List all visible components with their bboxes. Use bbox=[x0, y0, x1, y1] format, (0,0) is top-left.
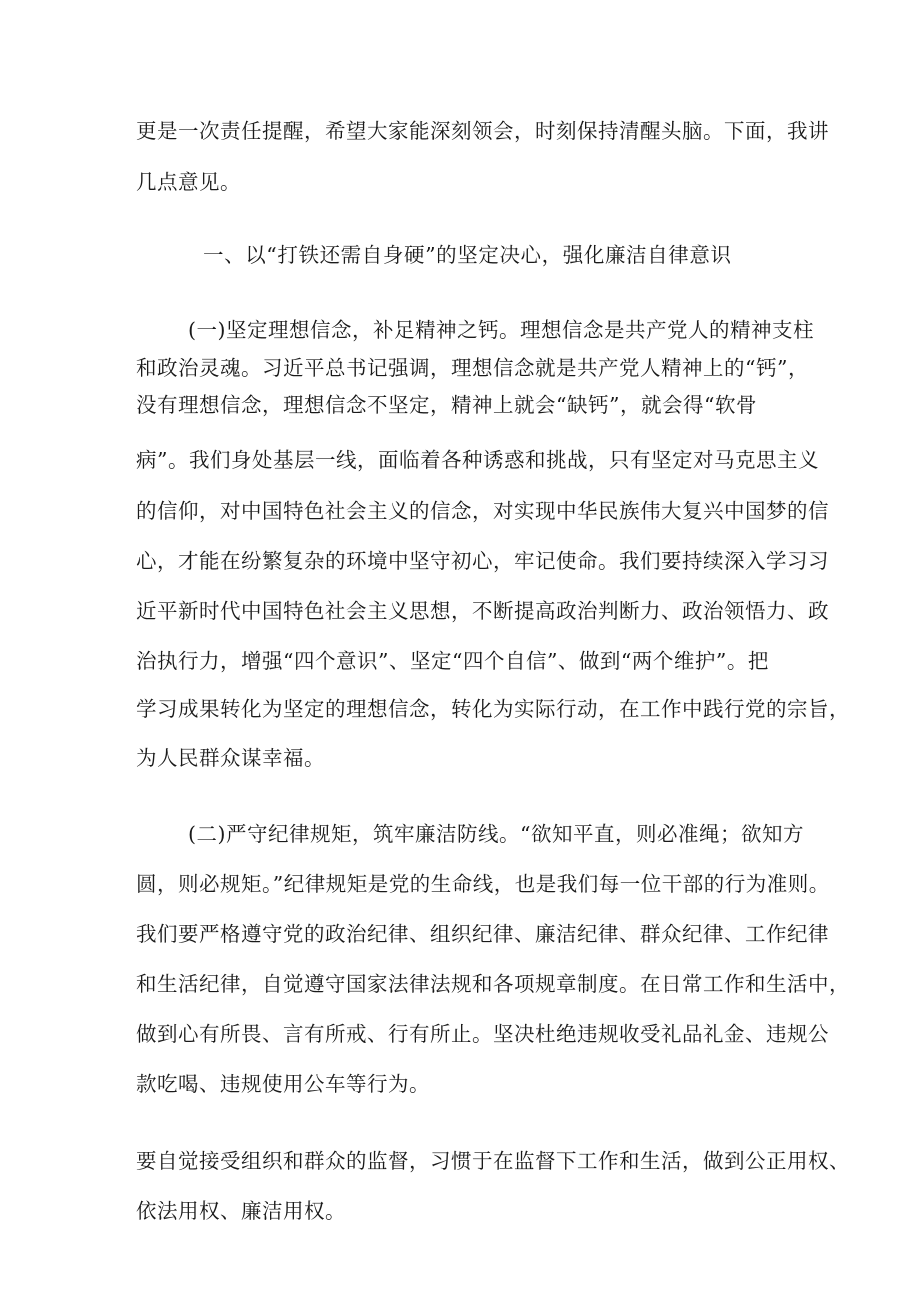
paragraph-line: 治执行力，增强“四个意识”、坚定“四个自信”、做到“两个维护”。把 bbox=[136, 649, 769, 673]
section-heading: 一、以“打铁还需自身硬”的坚定决心，强化廉洁自律意识 bbox=[203, 243, 732, 267]
paragraph-line: 圆，则必规矩。”纪律规矩是党的生命线，也是我们每一位干部的行为准则。 bbox=[136, 872, 830, 896]
paragraph-line: (一)坚定理想信念，补足精神之钙。理想信念是共产党人的精神支柱 bbox=[188, 318, 814, 342]
paragraph-line: 款吃喝、违规使用公车等行为。 bbox=[136, 1072, 430, 1096]
paragraph-line: 的信仰，对中国特色社会主义的信念，对实现中华民族伟大复兴中国梦的信 bbox=[136, 499, 829, 523]
paragraph-line: 没有理想信念，理想信念不坚定，精神上就会“缺钙”，就会得“软骨 bbox=[136, 393, 757, 417]
paragraph-line: 学习成果转化为坚定的理想信念，转化为实际行动，在工作中践行党的宗旨， bbox=[136, 697, 850, 721]
paragraph-line: 和生活纪律，自觉遵守国家法律法规和各项规章制度。在日常工作和生活中， bbox=[136, 972, 850, 996]
paragraph-line: 近平新时代中国特色社会主义思想，不断提高政治判断力、政治领悟力、政 bbox=[136, 599, 829, 623]
paragraph-line: 要自觉接受组织和群众的监督，习惯于在监督下工作和生活，做到公正用权、 bbox=[136, 1149, 850, 1173]
paragraph-line: 依法用权、廉洁用权。 bbox=[136, 1199, 346, 1223]
paragraph-line: 病”。我们身处基层一线，面临着各种诱惑和挑战，只有坚定对马克思主义 bbox=[136, 448, 819, 472]
paragraph-line: 心，才能在纷繁复杂的环境中坚守初心，牢记使命。我们要持续深入学习习 bbox=[136, 549, 829, 573]
intro-line: 几点意见。 bbox=[136, 170, 241, 194]
paragraph-line: 为人民群众谋幸福。 bbox=[136, 746, 325, 770]
paragraph-line: (二)严守纪律规矩，筑牢廉洁防线。“欲知平直，则必准绳；欲知方 bbox=[188, 822, 804, 846]
paragraph-line: 我们要严格遵守党的政治纪律、组织纪律、廉洁纪律、群众纪律、工作纪律 bbox=[136, 922, 829, 946]
paragraph-line: 做到心有所畏、言有所戒、行有所止。坚决杜绝违规收受礼品礼金、违规公 bbox=[136, 1022, 829, 1046]
intro-line: 更是一次责任提醒，希望大家能深刻领会，时刻保持清醒头脑。下面，我讲 bbox=[136, 119, 829, 143]
paragraph-line: 和政治灵魂。习近平总书记强调，理想信念就是共产党人精神上的“钙”， bbox=[136, 356, 809, 380]
